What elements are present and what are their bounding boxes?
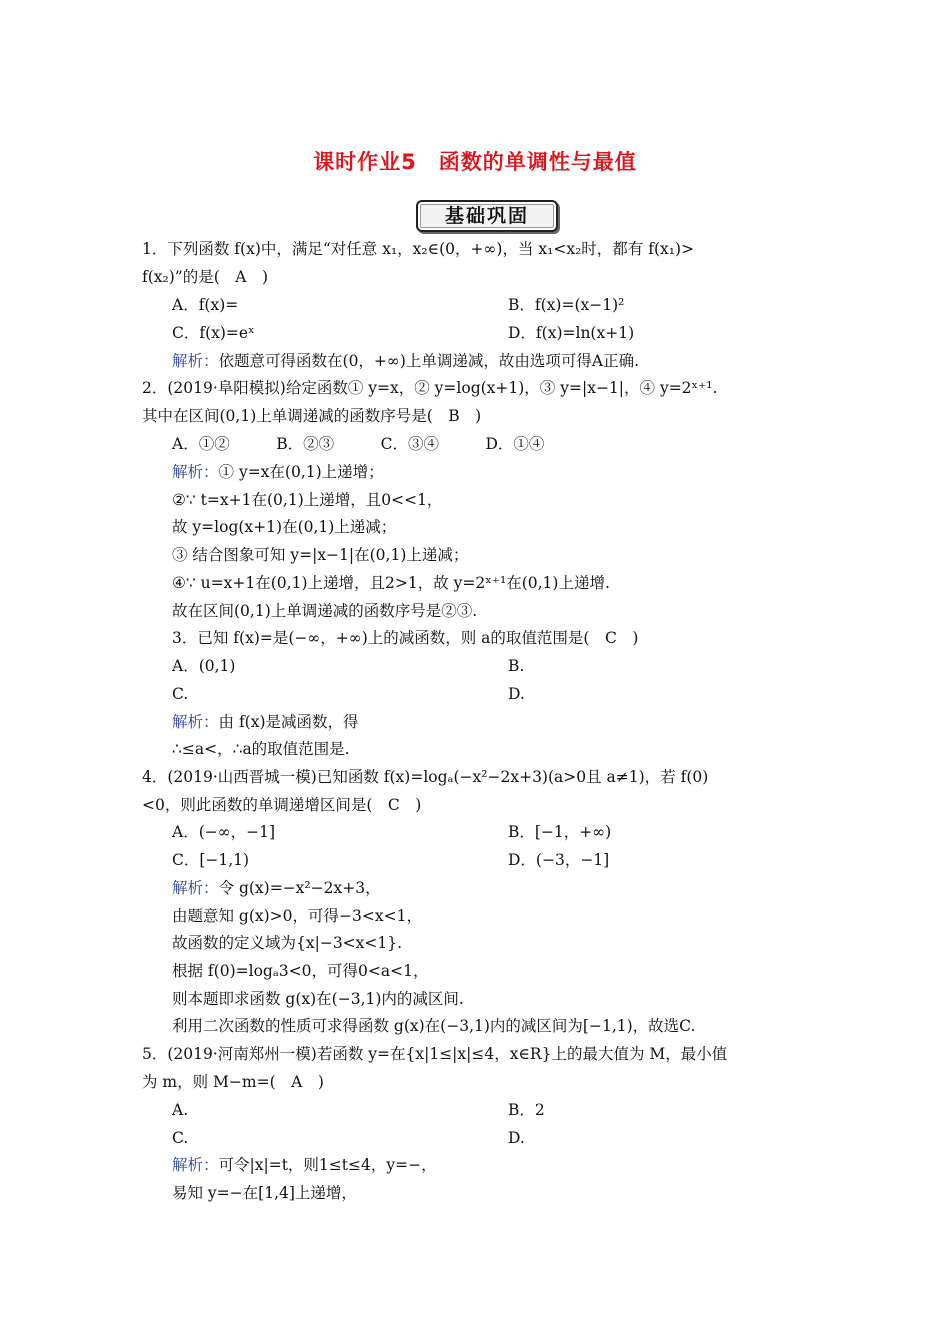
page-title: 课时作业5 函数的单调性与最值 <box>313 150 637 174</box>
q4-solution-line1 <box>172 878 381 898</box>
q1-option-d: D．f(x)=ln(x+1) <box>508 324 635 342</box>
q1-stem-line2: f(x₂)”的是( A ) <box>142 268 268 286</box>
q2-stem-line2: 其中在区间(0,1)上单调递减的函数序号是( B ) <box>142 407 482 425</box>
q4-stem-line1: 4．(2019·山西晋城一模)已知函数 f(x)=logₐ(−x²−2x+3)(a>0且 a≠1)，若 f(0) <box>142 768 709 786</box>
solution-label: 解析： <box>172 713 219 731</box>
solution-label: 解析： <box>172 463 219 481</box>
q4-solution-line6: 利用二次函数的性质可求得函数 g(x)在(−3,1)内的减区间为[−1,1)，故选C. <box>172 1017 696 1035</box>
q4-solution-line4: 根据 f(0)=logₐ3<0，可得0<a<1， <box>172 962 429 980</box>
section-badge <box>416 200 558 232</box>
q3-solution-line1 <box>172 712 359 732</box>
q3-option-b: B. <box>508 657 525 675</box>
solution-label: 解析： <box>172 352 219 370</box>
q5-stem-line2: 为 m，则 M−m=( A ) <box>142 1073 324 1091</box>
q3-option-d: D. <box>508 685 525 703</box>
q4-solution-line5: 则本题即求函数 g(x)在(−3,1)内的减区间. <box>172 990 464 1008</box>
q2-solution-text1: ① y=x在(0,1)上递增； <box>218 463 384 481</box>
q1-stem-line1: 1．下列函数 f(x)中，满足“对任意 x₁，x₂∈(0，+∞)，当 x₁<x₂时，都有 f(x₁)> <box>142 240 694 258</box>
q4-solution-line2: 由题意知 g(x)>0，可得−3<x<1， <box>172 907 422 925</box>
q2-solution-line2: ②∵ t=x+1在(0,1)上递增，且0<<1， <box>172 491 443 509</box>
q2-solution-line1 <box>172 462 384 482</box>
q3-solution-text1: 由 f(x)是减函数，得 <box>218 713 359 731</box>
q1-option-a: A．f(x)= <box>172 296 239 314</box>
q5-option-b: B．2 <box>508 1101 545 1119</box>
q1-solution-text: 依题意可得函数在(0，+∞)上单调递减，故由选项可得A正确. <box>218 352 639 370</box>
q3-option-a: A．(0,1) <box>172 657 236 675</box>
q3-option-c: C. <box>172 685 189 703</box>
q4-solution-text1: 令 g(x)=−x²−2x+3， <box>218 879 381 897</box>
q2-solution-line6: 故在区间(0,1)上单调递减的函数序号是②③. <box>172 602 478 620</box>
q4-stem-line2: <0，则此函数的单调递增区间是( C ) <box>142 796 422 814</box>
section-badge-label: 基础巩固 <box>444 205 529 227</box>
q2-options: A．①② B．②③ C．③④ D．①④ <box>172 435 545 453</box>
q4-option-c: C．[−1,1) <box>172 851 250 869</box>
q4-option-b: B．[−1，+∞) <box>508 823 612 841</box>
q3-solution-line2: ∴≤a<，∴a的取值范围是. <box>172 740 350 758</box>
q5-stem-line1: 5．(2019·河南郑州一模)若函数 y=在{x|1≤|x|≤4，x∈R}上的最大值为 M，最小值 <box>142 1045 728 1063</box>
q1-solution <box>172 351 639 371</box>
q5-option-c: C. <box>172 1129 189 1147</box>
q2-solution-line4: ③ 结合图象可知 y=|x−1|在(0,1)上递减； <box>172 546 469 564</box>
q5-solution-line2: 易知 y=−在[1,4]上递增， <box>172 1184 357 1202</box>
q5-option-a: A. <box>172 1101 189 1119</box>
q5-option-d: D. <box>508 1129 525 1147</box>
q5-solution-text1: 可令|x|=t，则1≤t≤4，y=−， <box>218 1156 437 1174</box>
q1-option-b: B．f(x)=(x−1)² <box>508 296 625 314</box>
q1-option-c: C．f(x)=eˣ <box>172 324 255 342</box>
q2-solution-line5: ④∵ u=x+1在(0,1)上递增，且2>1，故 y=2ˣ⁺¹在(0,1)上递增. <box>172 574 610 592</box>
q4-option-a: A．(−∞，−1] <box>172 823 276 841</box>
q4-solution-line3: 故函数的定义域为{x|−3<x<1}. <box>172 934 403 952</box>
q2-stem-line1: 2．(2019·阜阳模拟)给定函数① y=x，② y=log(x+1)，③ y=|x−1|，④ y=2ˣ⁺¹. <box>142 379 718 397</box>
q4-option-d: D．(−3，−1] <box>508 851 610 869</box>
q2-solution-line3: 故 y=log(x+1)在(0,1)上递减； <box>172 518 397 536</box>
solution-label: 解析： <box>172 1156 219 1174</box>
solution-label: 解析： <box>172 879 219 897</box>
q3-stem: 3．已知 f(x)=是(−∞，+∞)上的减函数，则 a的取值范围是( C ) <box>172 629 639 647</box>
q5-solution-line1 <box>172 1155 437 1175</box>
